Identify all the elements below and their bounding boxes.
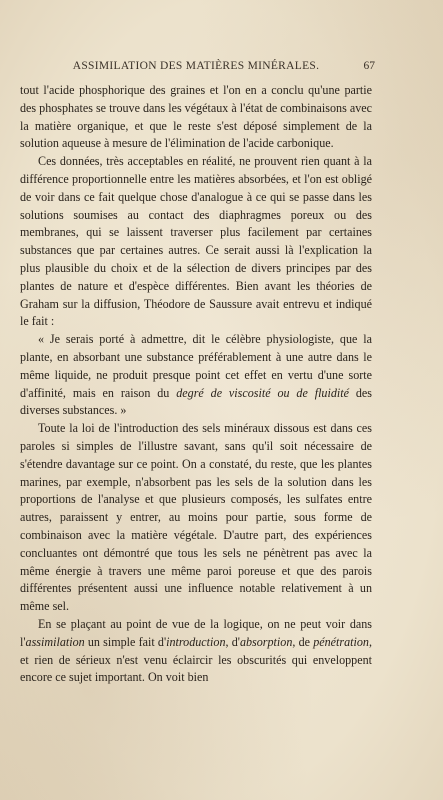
paragraph-2 <box>20 153 372 331</box>
italic-run: assimilation <box>25 634 85 649</box>
paragraph-3-quotation <box>20 331 372 420</box>
text-run: des diverses substances. » <box>20 385 372 418</box>
text-run: , de <box>292 634 314 649</box>
text-run: , d' <box>225 634 240 649</box>
text-run: En se plaçant au point de vue de la logique, on ne peut voir dans l' <box>20 616 372 649</box>
italic-run: degré de viscosité ou de fluidité <box>176 385 349 400</box>
running-title: ASSIMILATION DES MATIÈRES MINÉRALES. <box>72 60 320 72</box>
text-run: un simple fait d' <box>84 634 167 649</box>
italic-run: pénétration <box>313 634 369 649</box>
paragraph-1 <box>20 82 372 153</box>
text-run: tout l'acide phosphorique des graines et l'on en a conclu qu'une partie des phosphates se trouve dans les végétaux à l'état de combinaisons avec la matière organique, et que le reste s'est déposé simplement de la solution aqueuse à mesure de l'élimination de l'acide carbonique. <box>20 83 372 151</box>
paragraph-5 <box>20 616 372 687</box>
paragraph-4 <box>20 420 372 616</box>
italic-run: introduction <box>166 634 226 649</box>
text-run: , et rien de sérieux n'est venu éclaircir les obscurités qui enveloppent encore ce sujet important. On voit bien <box>20 634 372 685</box>
text-run: « Je serais porté à admettre, dit le célèbre physiologiste, que la plante, en absorbant une substance préférablement à une autre dans le même liquide, ne produit presque point cet effet en vertu d'une sorte d'affinité, mais en raison du <box>20 332 372 400</box>
body-text <box>20 82 372 687</box>
text-run: Toute la loi de l'introduction des sels minéraux dissous est dans ces paroles si simples de l'illustre savant, sans qu'il soit nécessaire de s'étendre davantage sur ce point. On a constaté, du reste, que les plantes marines, par exemple, n'absorbent pas les sels de la solution dans les proportions de l'analyse et que plusieurs composés, les sulfates entre autres, paraissent y entrer, au moins pour partie, sous forme de combinaison avec la matière végétale. D'autre part, des expériences concluantes ont démontré que tous les sels ne pénètrent pas avec la même énergie à travers une même paroi poreuse et que des parois différentes présentent aussi une influence notable relativement à un même sel. <box>20 421 372 614</box>
text-run: Ces données, très acceptables en réalité, ne prouvent rien quant à la différence proportionnelle entre les matières absorbées, et l'on est obligé de voir dans ce fait quelque chose d'analogue à ce qui se passe dans les solutions soumises au contact des diaphragmes poreux ou des membranes, qui se laissent traverser plus facilement par certaines substances que par certaines autres. Ce serait aussi là l'explication la plus plausible du choix et de la sélection de divers principes par des plantes de nature et d'espèce différentes. Bien avant les théories de Graham sur la diffusion, Théodore de Saussure avait entrevu et indiqué le fait : <box>20 154 372 329</box>
italic-run: absorption <box>239 634 293 649</box>
page-number: 67 <box>363 60 375 72</box>
